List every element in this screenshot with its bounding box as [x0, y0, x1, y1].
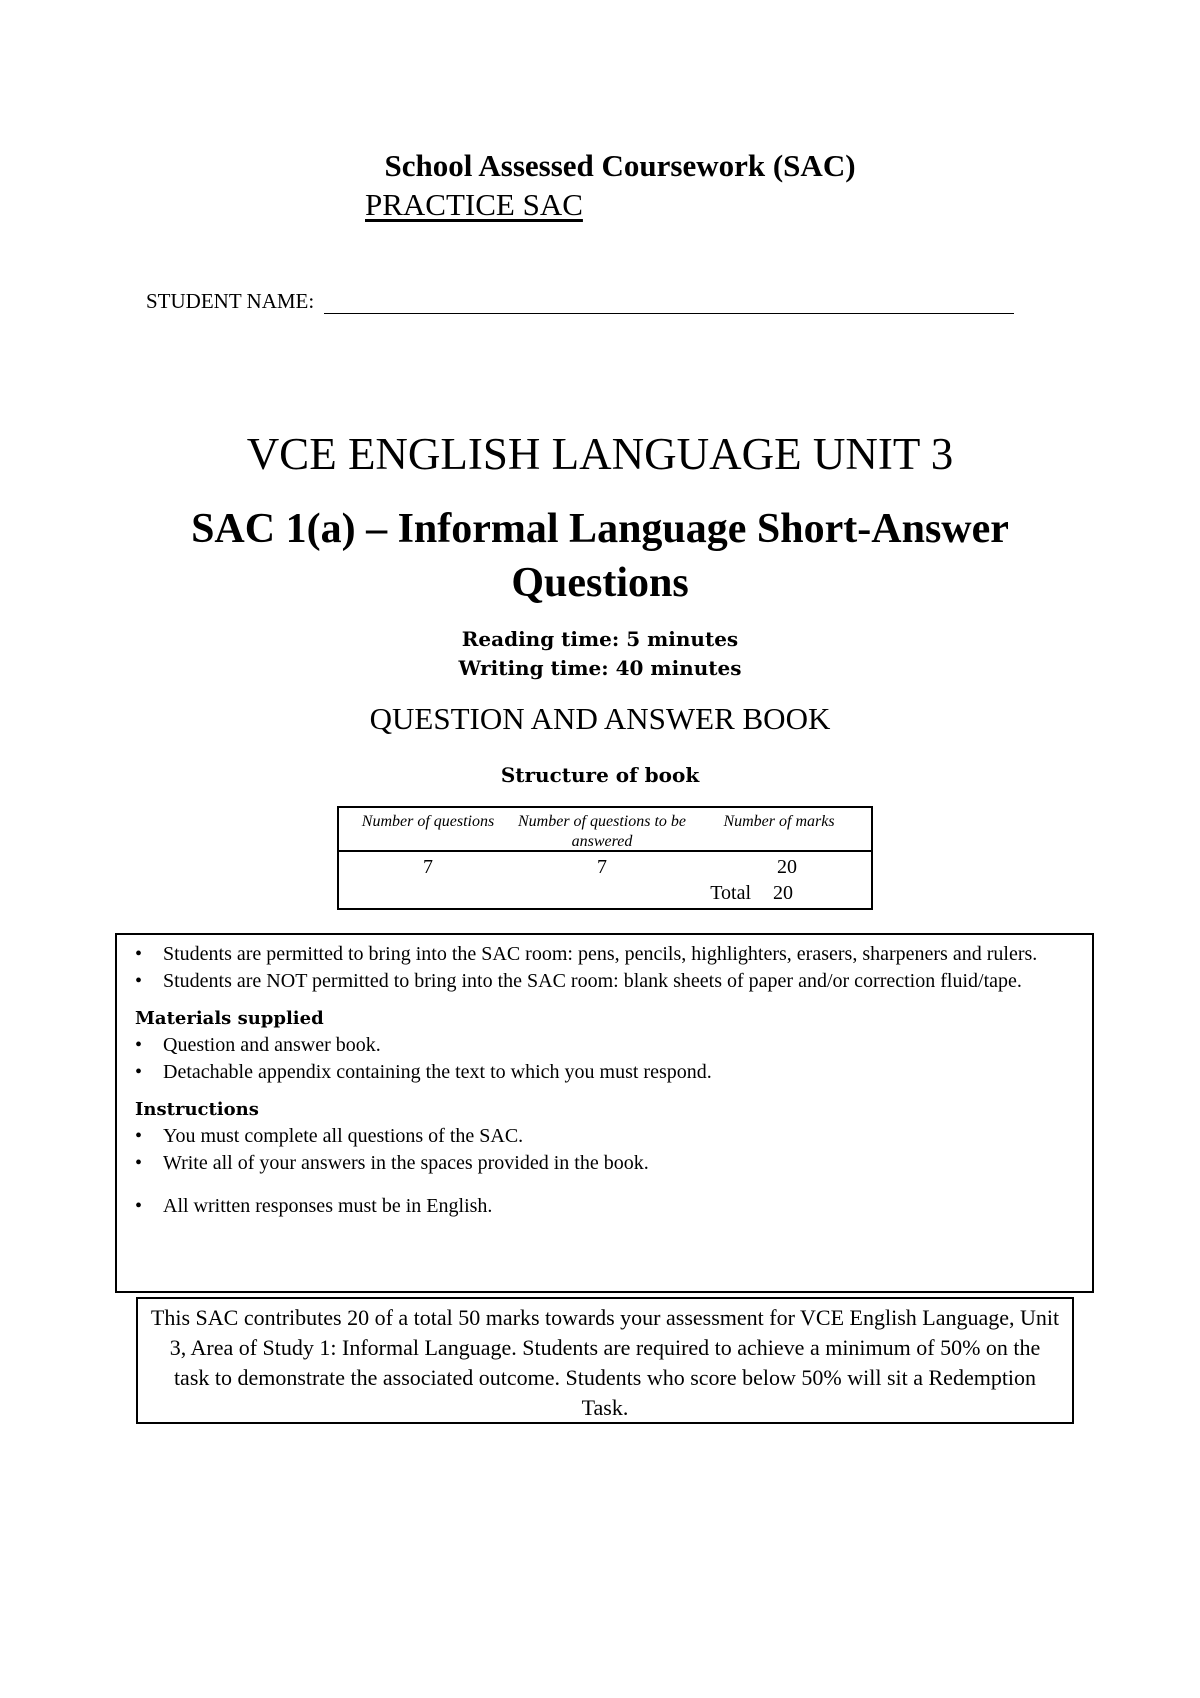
document-title: School Assessed Coursework (SAC) — [384, 148, 856, 183]
column-header: Number of marks — [723, 813, 835, 830]
total-value: 20 — [773, 882, 793, 904]
list-item: • All written responses must be in English. — [135, 1193, 1082, 1220]
instructions-heading: Instructions — [135, 1099, 259, 1120]
column-header: Number of questions — [361, 813, 495, 830]
student-name-row — [146, 288, 1014, 314]
bullet-icon: • — [135, 1152, 143, 1174]
list-item: • Students are permitted to bring into the SAC room: pens, pencils, highlighters, erasers, sharpeners and rulers. — [135, 941, 1082, 968]
materials-heading: Materials supplied — [135, 1008, 324, 1029]
list-item: • Question and answer book. — [135, 1032, 1082, 1059]
list-item: • Students are NOT permitted to bring into the SAC room: blank sheets of paper and/or correction fluid/tape. — [135, 968, 1082, 995]
list-item: • You must complete all questions of the SAC. — [135, 1123, 1082, 1150]
contribution-note: This SAC contributes 20 of a total 50 marks towards your assessment for VCE English Language, Unit 3, Area of Study 1: Informal Language. Students are required to achieve a minimum of 50% on the task to demonstrate the associated outcome. Students who score below 50% will sit a Redemption Task. — [136, 1297, 1074, 1424]
list-item: • Write all of your answers in the spaces provided in the book. — [135, 1150, 1082, 1177]
student-name-label: STUDENT NAME: — [146, 289, 315, 313]
unit-title: VCE ENGLISH LANGUAGE UNIT 3 — [246, 429, 954, 479]
list-item: • Detachable appendix containing the text to which you must respond. — [135, 1059, 1082, 1086]
sac-title: SAC 1(a) – Informal Language Short-Answer Questions — [191, 506, 1009, 606]
table-cell: 7 — [423, 856, 433, 878]
time-info — [0, 625, 1200, 683]
table-row — [339, 854, 871, 880]
student-name-blank[interactable] — [324, 289, 1014, 314]
reading-time: Reading time: 5 minutes — [461, 627, 739, 651]
bullet-icon: • — [135, 1125, 143, 1147]
bullet-icon: • — [135, 943, 143, 965]
practice-sac-heading: PRACTICE SAC — [365, 187, 583, 222]
bullet-icon: • — [135, 1061, 143, 1083]
bullet-icon: • — [135, 1034, 143, 1056]
column-header: Number of questions to be answered — [518, 813, 686, 850]
total-label: Total — [710, 882, 751, 904]
book-title: QUESTION AND ANSWER BOOK — [369, 701, 831, 736]
writing-time: Writing time: 40 minutes — [458, 656, 742, 680]
bullet-icon: • — [135, 970, 143, 992]
table-cell: 20 — [777, 856, 797, 878]
structure-table — [337, 806, 873, 910]
rules-box — [115, 933, 1094, 1293]
structure-heading: Structure of book — [500, 763, 700, 787]
structure-table-header — [339, 808, 871, 852]
bullet-icon: • — [135, 1195, 143, 1217]
table-total-row — [339, 880, 871, 906]
table-cell: 7 — [597, 856, 607, 878]
structure-table-body — [339, 852, 871, 908]
